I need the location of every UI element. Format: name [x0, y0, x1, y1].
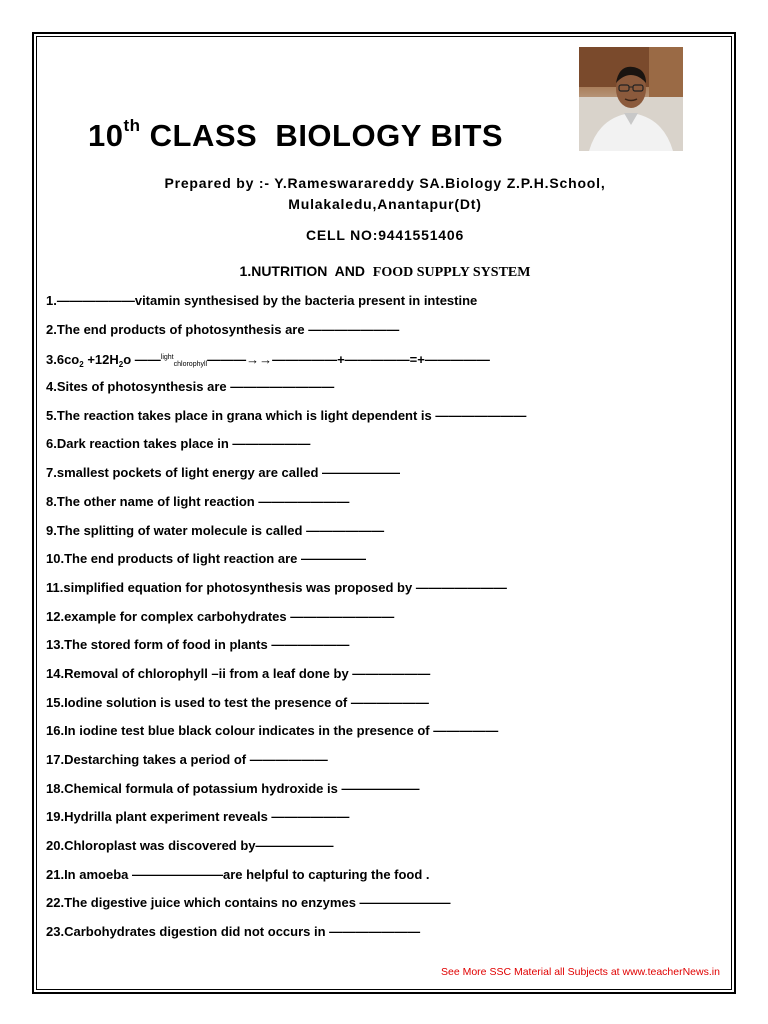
author-photo: [579, 47, 683, 151]
equation-o: o ——: [123, 352, 161, 368]
section-heading-left: 1.NUTRITION AND: [239, 263, 373, 279]
question-1: 1.——————vitamin synthesised by the bacteria present in intestine: [46, 293, 478, 308]
page-title: [88, 115, 504, 154]
title-text: CLASS BIOLOGY BITS: [140, 118, 504, 153]
question-20: 20.Chloroplast was discovered by——————: [46, 838, 334, 854]
section-heading-right: FOOD SUPPLY SYSTEM: [372, 265, 531, 280]
question-13: 13.The stored form of food in plants ——————: [46, 637, 350, 653]
question-2: 2.The end products of photosynthesis are ———————: [46, 321, 400, 337]
author-line-1: Prepared by :- Y.Rameswarareddy SA.Biology Z.P.H.School,: [164, 175, 606, 191]
question-4: 4.Sites of photosynthesis are ————————: [46, 379, 335, 395]
question-21: 21.In amoeba ———————are helpful to capturing the food .: [46, 866, 430, 882]
question-8: 8.The other name of light reaction ———————: [46, 493, 350, 509]
question-list: [46, 291, 726, 951]
question-3-equation: [46, 348, 726, 377]
question-23: 23.Carbohydrates digestion did not occurs in ———————: [46, 924, 421, 940]
equation-sub-2a: 2: [79, 360, 84, 370]
question-18: 18.Chemical formula of potassium hydroxide is ——————: [46, 780, 420, 796]
equation-sub-2b: 2: [118, 360, 124, 370]
question-22: 22.The digestive juice which contains no enzymes ———————: [46, 895, 451, 911]
equation-prefix: 3.6co: [46, 352, 80, 368]
question-19: 19.Hydrilla plant experiment reveals ——————: [46, 809, 350, 825]
question-16: 16.In iodine test blue black colour indicates in the presence of —————: [46, 723, 499, 739]
question-11: 11.simplified equation for photosynthesis was proposed by ———————: [46, 579, 507, 595]
question-5: 5.The reaction takes place in grana which is light dependent is ———————: [46, 407, 527, 423]
title-number: 10: [88, 118, 124, 153]
equation-mid: +12H: [83, 352, 119, 368]
footer-link-text[interactable]: See More SSC Material all Subjects at www.teacherNews.in: [441, 966, 720, 978]
equation-rest: ———→→—————+—————=+—————: [207, 352, 490, 368]
author-line-2: Mulakaledu,Anantapur(Dt): [288, 196, 482, 212]
cell-number: CELL NO:9441551406: [305, 227, 465, 243]
question-17: 17.Destarching takes a period of ——————: [46, 752, 328, 767]
equation-chlorophyll-label: chlorophyll: [173, 361, 208, 369]
section-heading: [60, 263, 710, 281]
question-7: 7.smallest pockets of light energy are called ——————: [46, 465, 400, 481]
question-12: 12.example for complex carbohydrates ————————: [46, 608, 395, 624]
title-superscript: th: [123, 115, 141, 135]
question-6: 6.Dark reaction takes place in ——————: [46, 436, 311, 452]
question-9: 9.The splitting of water molecule is called ——————: [46, 522, 385, 538]
question-15: 15.Iodine solution is used to test the presence of ——————: [46, 694, 429, 710]
question-10: 10.The end products of light reaction are —————: [46, 551, 366, 567]
question-14: 14.Removal of chlorophyll –ii from a leaf done by ——————: [46, 665, 431, 681]
equation-light-label: light: [160, 354, 174, 362]
